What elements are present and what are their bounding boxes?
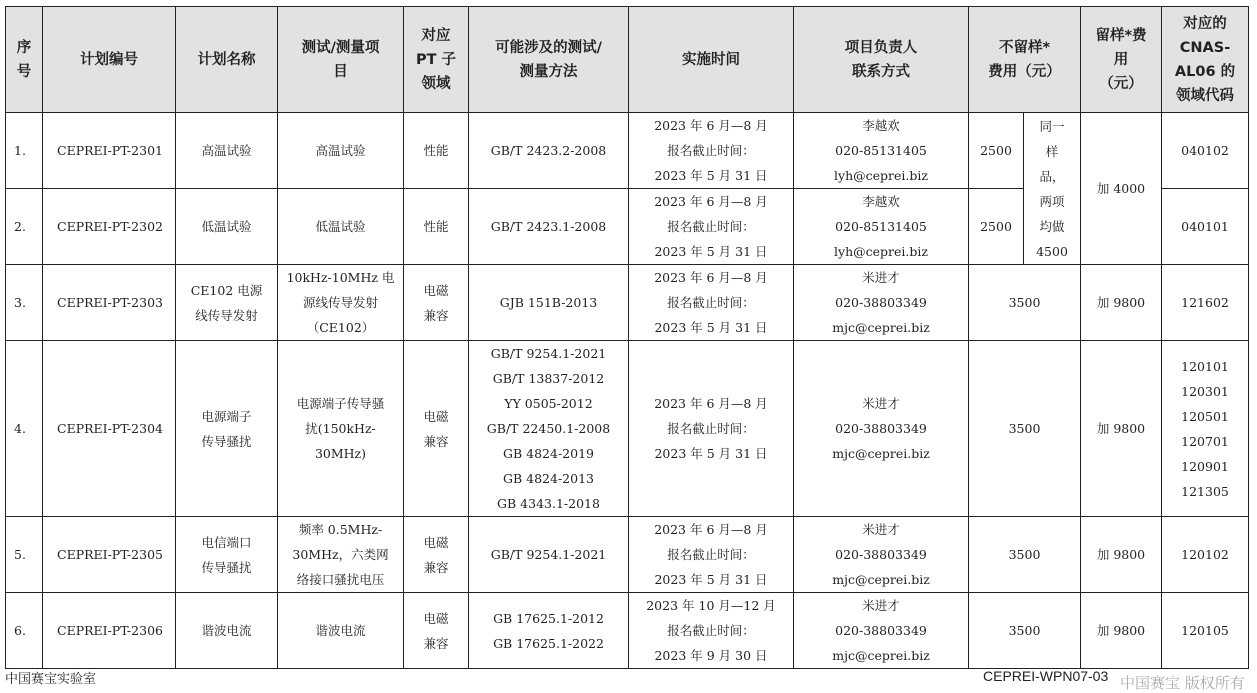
cnas-code: 120101 120301 120501 120701 120901 121305 (1162, 341, 1249, 517)
row-number: 6. (6, 593, 43, 669)
pt-subdomain: 电磁 兼容 (404, 593, 469, 669)
table-row (6, 593, 1249, 669)
plan-code: CEPREI-PT-2302 (43, 189, 176, 265)
header-method: 可能涉及的测试/ 测量方法 (469, 7, 629, 113)
plan-code: CEPREI-PT-2303 (43, 265, 176, 341)
header-time: 实施时间 (629, 7, 794, 113)
fee-with-sample: 加 9800 (1081, 265, 1162, 341)
test-method: GB/T 2423.1-2008 (469, 189, 629, 265)
row-number: 2. (6, 189, 43, 265)
plan-name: CE102 电源 线传导发射 (176, 265, 278, 341)
test-item: 10kHz-10MHz 电 源线传导发射 （CE102） (278, 265, 404, 341)
fee-no-sample: 3500 (969, 341, 1081, 517)
cnas-code: 040101 (1162, 189, 1249, 265)
fee-no-sample: 3500 (969, 593, 1081, 669)
fee-with-sample: 加 9800 (1081, 341, 1162, 517)
row-number: 1. (6, 113, 43, 189)
pt-subdomain: 电磁 兼容 (404, 341, 469, 517)
footer-lab: 中国赛宝实验室 (5, 672, 97, 687)
row-number: 3. (6, 265, 43, 341)
test-method: GB 17625.1-2012 GB 17625.1-2022 (469, 593, 629, 669)
contact-info: 米进才 020-38803349 mjc@ceprei.biz (794, 341, 969, 517)
pt-subdomain: 性能 (404, 113, 469, 189)
contact-info: 李越欢 020-85131405 lyh@ceprei.biz (794, 113, 969, 189)
fee-no-sample: 2500 (969, 113, 1024, 189)
header-item: 测试/测量项 目 (278, 7, 404, 113)
plan-code: CEPREI-PT-2306 (43, 593, 176, 669)
footer-rights: 中国赛宝 版权所有 (1120, 674, 1245, 692)
contact-info: 米进才 020-38803349 mjc@ceprei.biz (794, 517, 969, 593)
test-method: GB/T 2423.2-2008 (469, 113, 629, 189)
fee-note: 同一 样 品， 两项 均做 4500 (1024, 113, 1081, 265)
schedule: 2023 年 6 月—8 月 报名截止时间： 2023 年 5 月 31 日 (629, 265, 794, 341)
schedule: 2023 年 6 月—8 月 报名截止时间： 2023 年 5 月 31 日 (629, 189, 794, 265)
plan-name: 谐波电流 (176, 593, 278, 669)
pt-subdomain: 性能 (404, 189, 469, 265)
test-item: 电源端子传导骚 扰(150kHz- 30MHz) (278, 341, 404, 517)
plan-name: 低温试验 (176, 189, 278, 265)
table-row (6, 341, 1249, 517)
header-name: 计划名称 (176, 7, 278, 113)
header-cnas: 对应的 CNAS- AL06 的 领域代码 (1162, 7, 1249, 113)
plan-code: CEPREI-PT-2304 (43, 341, 176, 517)
header-fee-keep: 留样*费 用 （元） (1081, 7, 1162, 113)
plan-code: CEPREI-PT-2301 (43, 113, 176, 189)
header-no: 序 号 (6, 7, 43, 113)
test-item: 谐波电流 (278, 593, 404, 669)
test-item: 低温试验 (278, 189, 404, 265)
schedule: 2023 年 6 月—8 月 报名截止时间： 2023 年 5 月 31 日 (629, 517, 794, 593)
cnas-code: 120102 (1162, 517, 1249, 593)
plan-code: CEPREI-PT-2305 (43, 517, 176, 593)
cnas-code: 121602 (1162, 265, 1249, 341)
plan-name: 电信端口 传导骚扰 (176, 517, 278, 593)
header-domain: 对应 PT 子 领域 (404, 7, 469, 113)
fee-no-sample: 3500 (969, 517, 1081, 593)
contact-info: 米进才 020-38803349 mjc@ceprei.biz (794, 593, 969, 669)
fee-with-sample: 加 9800 (1081, 517, 1162, 593)
plan-name: 电源端子 传导骚扰 (176, 341, 278, 517)
test-method: GB/T 9254.1-2021 GB/T 13837-2012 YY 0505-2012 GB/T 22450.1-2008 GB 4824-2019 GB 4824-2013 GB 4343.1-2018 (469, 341, 629, 517)
contact-info: 李越欢 020-85131405 lyh@ceprei.biz (794, 189, 969, 265)
test-item: 高温试验 (278, 113, 404, 189)
pt-plan-table (5, 6, 1249, 669)
cnas-code: 040102 (1162, 113, 1249, 189)
row-number: 5. (6, 517, 43, 593)
fee-no-sample: 3500 (969, 265, 1081, 341)
footer-doc-code: CEPREI-WPN07-03 (983, 668, 1109, 684)
table-row (6, 265, 1249, 341)
table-row (6, 517, 1249, 593)
test-method: GB/T 9254.1-2021 (469, 517, 629, 593)
header-code: 计划编号 (43, 7, 176, 113)
pt-subdomain: 电磁 兼容 (404, 517, 469, 593)
table-row (6, 113, 1249, 189)
plan-name: 高温试验 (176, 113, 278, 189)
pt-subdomain: 电磁 兼容 (404, 265, 469, 341)
contact-info: 米进才 020-38803349 mjc@ceprei.biz (794, 265, 969, 341)
schedule: 2023 年 6 月—8 月 报名截止时间： 2023 年 5 月 31 日 (629, 113, 794, 189)
fee-no-sample: 2500 (969, 189, 1024, 265)
test-item: 频率 0.5MHz- 30MHz，六类网 络接口骚扰电压 (278, 517, 404, 593)
row-number: 4. (6, 341, 43, 517)
header-row (6, 7, 1249, 113)
cnas-code: 120105 (1162, 593, 1249, 669)
fee-with-sample: 加 9800 (1081, 593, 1162, 669)
header-contact: 项目负责人 联系方式 (794, 7, 969, 113)
schedule: 2023 年 6 月—8 月 报名截止时间： 2023 年 5 月 31 日 (629, 341, 794, 517)
schedule: 2023 年 10 月—12 月 报名截止时间： 2023 年 9 月 30 日 (629, 593, 794, 669)
header-fee: 不留样* 费用（元） (969, 7, 1081, 113)
test-method: GJB 151B-2013 (469, 265, 629, 341)
fee-with-sample: 加 4000 (1081, 113, 1162, 265)
